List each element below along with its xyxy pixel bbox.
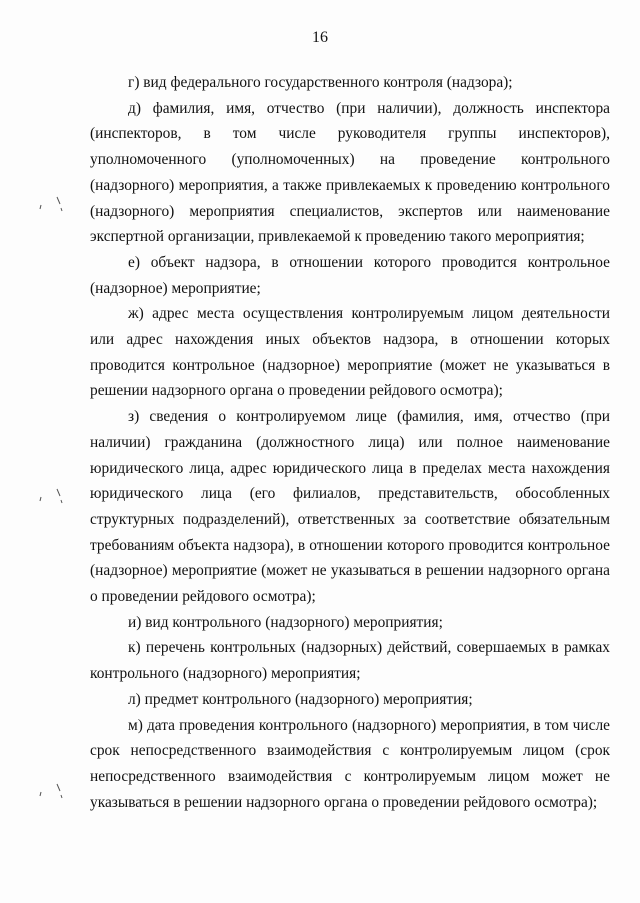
paragraph-item-d: д) фамилия, имя, отчество (при наличии), должность инспектора (инспекторов, в том числе руководителя группы инспекторов), уполномоченного (уполномоченных) на проведение контрольного (надзорного) мероприятия, а также привлекаемых к проведению контрольного (надзорного) мероприятия специалистов, экспертов или наименование экспертной организации, привлекаемой к проведению такого мероприятия; [90,99,610,246]
document-body [90,70,610,815]
paragraph-item-g: г) вид федерального государственного контроля (надзора); [128,74,513,91]
paragraph-item-k: к) перечень контрольных (надзорных) действий, совершаемых в рамках контрольного (надзорного) мероприятия; [90,639,610,683]
paragraph-item-z: з) сведения о контролируемом лице (фамилия, имя, отчество (при наличии) гражданина (должностного лица) или полное наименование юридического лица, адрес юридического лица в пределах места нахождения юридического лица (его филиалов, представительств, обособленных структурных подразделений), ответственных за соответствие обязательным требованиям объекта надзора), в отношении которого проводится контрольное (надзорное) мероприятие (может не указываться в решении надзорного органа о проведении рейдового осмотра); [90,408,610,606]
paragraph-item-e: е) объект надзора, в отношении которого проводится контрольное (надзорное) мероприятие; [90,253,610,297]
paragraph-item-l: л) предмет контрольного (надзорного) мероприятия; [128,690,473,708]
page-number: 16 [312,29,328,46]
margin-scan-mark [34,195,64,217]
margin-scan-mark [34,782,64,804]
paragraph-item-i: и) вид контрольного (надзорного) мероприятия; [128,613,443,631]
margin-scan-mark [34,487,64,509]
paragraph-item-zh: ж) адрес места осуществления контролируемым лицом деятельности или адрес нахождения иных объектов надзора, в отношении которых проводится контрольное (надзорное) мероприятие (может не указываться в решении надзорного органа о проведении рейдового осмотра); [90,305,610,400]
paragraph-item-m: м) дата проведения контрольного (надзорного) мероприятия, в том числе срок непосредственного взаимодействия с контролируемым лицом (срок непосредственного взаимодействия с контролируемым лицом может не указываться в решении надзорного органа о проведении рейдового осмотра); [90,716,610,811]
